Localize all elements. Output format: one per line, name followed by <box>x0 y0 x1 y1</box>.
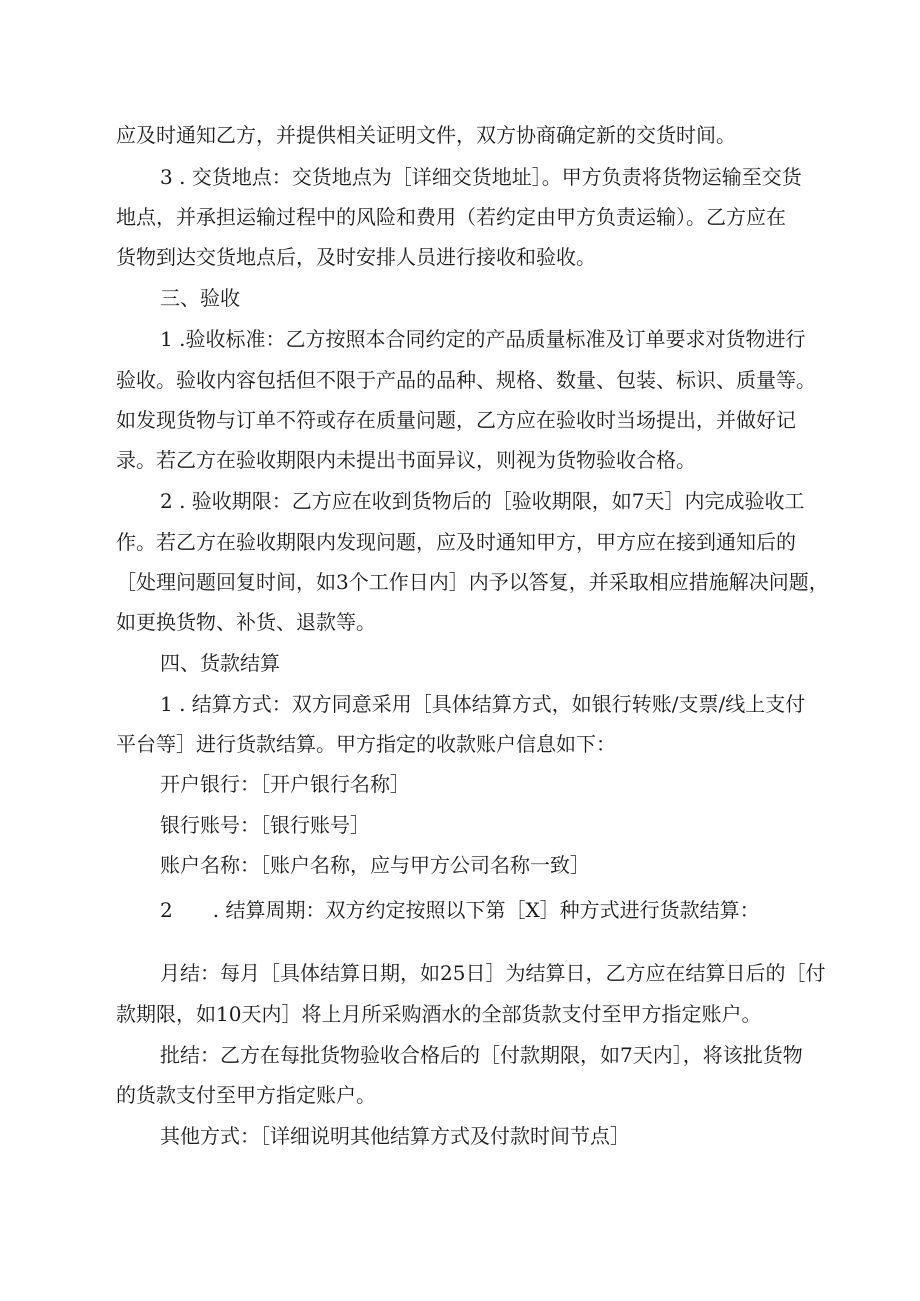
paragraph-line: 如更换货物、补货、退款等。 <box>116 610 376 634</box>
paragraph-line: 作。若乙方在验收期限内发现问题，应及时通知甲方，甲方应在接到通知后的 <box>116 530 796 554</box>
paragraph-line: 的货款支付至甲方指定账户。 <box>116 1083 376 1107</box>
paragraph-line: 款期限，如10天内］将上月所采购酒水的全部货款支付至甲方指定账户。 <box>116 1002 762 1026</box>
paragraph-line: 月结：每月［具体结算日期，如25日］为结算日，乙方应在结算日后的［付 <box>160 961 826 985</box>
paragraph-line: 货物到达交货地点后，及时安排人员进行接收和验收。 <box>116 245 596 269</box>
paragraph-line: 平台等］进行货款结算。甲方指定的收款账户信息如下： <box>116 732 616 756</box>
paragraph-line: 应及时通知乙方，并提供相关证明文件，双方协商确定新的交货时间。 <box>116 123 736 147</box>
paragraph-line: 如发现货物与订单不符或存在质量问题，乙方应在验收时当场提出，并做好记 <box>116 408 796 432</box>
paragraph-line: 其他方式：［详细说明其他结算方式及付款时间节点］ <box>160 1124 630 1148</box>
account-info-line: 开户银行：［开户银行名称］ <box>160 772 410 796</box>
section-heading: 三、验收 <box>160 286 240 310</box>
paragraph-line: ［处理问题回复时间，如3个工作日内］内予以答复，并采取相应措施解决问题， <box>116 570 829 594</box>
paragraph-line: 1 . 结算方式：双方同意采用［具体结算方式，如银行转账/支票/线上支付 <box>160 692 806 716</box>
paragraph-line: 2 . 结算周期：双方约定按照以下第［X］种方式进行货款结算： <box>160 898 760 922</box>
paragraph-line: 3 . 交货地点：交货地点为［详细交货地址］。甲方负责将货物运输至交货 <box>160 165 802 189</box>
paragraph-line: 1 .验收标准：乙方按照本合同约定的产品质量标准及订单要求对货物进行 <box>160 327 806 351</box>
account-info-line: 银行账号：［银行账号］ <box>160 813 370 837</box>
account-info-line: 账户名称：［账户名称，应与甲方公司名称一致］ <box>160 853 590 877</box>
paragraph-line: 验收。验收内容包括但不限于产品的品种、规格、数量、包装、标识、质量等。 <box>116 368 816 392</box>
paragraph-line: 录。若乙方在验收期限内未提出书面异议，则视为货物验收合格。 <box>116 448 696 472</box>
paragraph-line: 2 . 验收期限：乙方应在收到货物后的［验收期限，如7天］内完成验收工 <box>160 489 805 513</box>
paragraph-line: 地点，并承担运输过程中的风险和费用（若约定由甲方负责运输）。乙方应在 <box>116 205 786 229</box>
section-heading: 四、货款结算 <box>160 651 280 675</box>
paragraph-line: 批结：乙方在每批货物验收合格后的［付款期限，如7天内］，将该批货物 <box>160 1043 803 1067</box>
